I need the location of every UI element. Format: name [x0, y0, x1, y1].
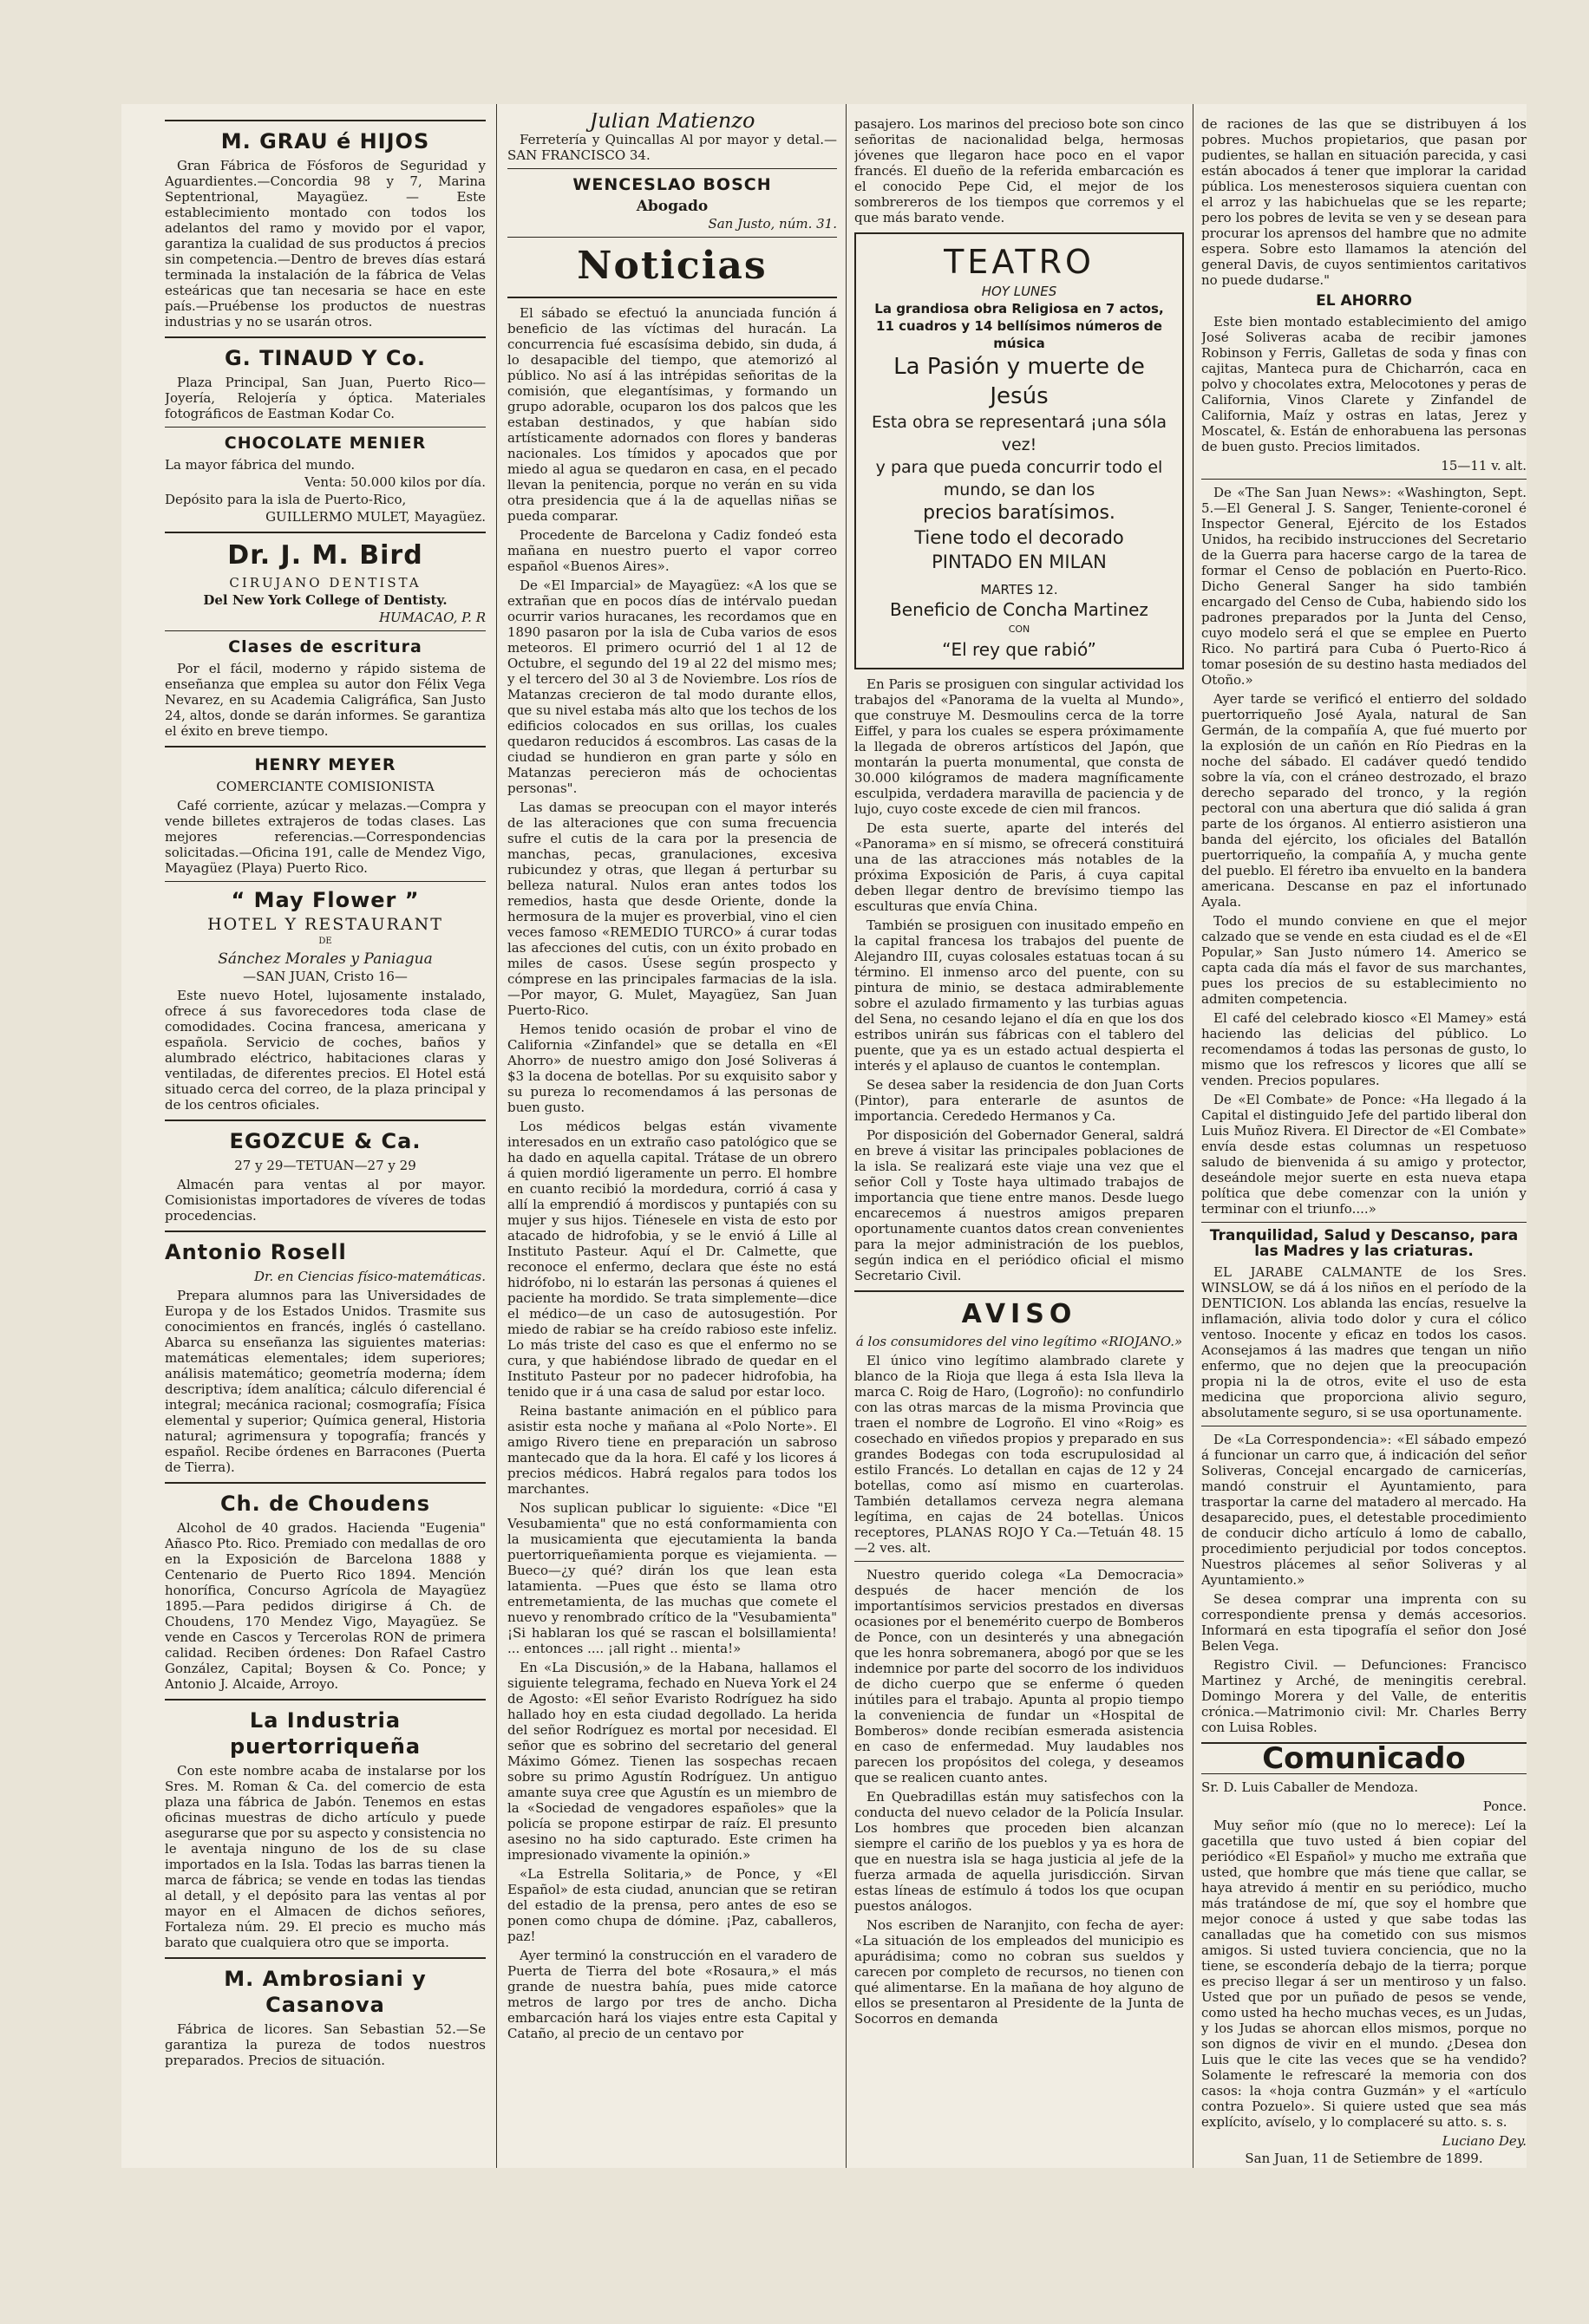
column-rule	[496, 104, 497, 2168]
teatro-l5: precios baratísimos.	[923, 502, 1115, 524]
news-item: De «El Combate» de Ponce: «Ha llegado á la Capital el distinguido Jefe del partido liberal don Luis Muñoz Rivera. El Director de «El Combate» envía desde estas columnas un respetuoso saludo de bienvenida á su amigo y protector, deseándole mejor suerte en esta nueva etapa política que debe comenzar con la unión y terminar con el triunfo....»	[1201, 1092, 1527, 1217]
ad-choudens-title: Ch. de Choudens	[219, 1492, 431, 1516]
divider	[1201, 479, 1527, 480]
news-item: El sábado se efectuó la anunciada función á beneficio de las víctimas del huracán. La concurrencia fué escasísima debido, sin duda, á lo desapacible del tiempo, que atemorizó al público. No así á las intrépidas señoritas de la comisión, que elegantísimas, y formando un grupo adorable, ocuparon los dos palcos que les estaban destinados, y que habían sido artísticamente adornados con flores y banderas nacionales. Los tímidos y apocados que por miedo al agua se quedaron en casa, en el pecado llevan la penitencia, porque no verán en su vida otra presidencia que á la de aquellas niñas se pueda comparar.	[507, 305, 837, 524]
teatro-l7: PINTADO EN MILAN	[932, 552, 1107, 572]
comunicado-date: San Juan, 11 de Setiembre de 1899.	[1245, 2151, 1483, 2166]
news-item: Ayer tarde se verificó el entierro del soldado puertorriqueño José Ayala, natural de San Germán, de la compañía A, que fué muerto por la explosión de un cañón en Río Piedras en la noche del sábado. El cadáver quedó tendido sobre la vía, con el cráneo destrozado, el brazo derecho separado del tronco, y la región pectoral con una abertura que dió salida á gran parte de los órganos. Al entierro asistieron una banda del ejército, los oficiales del Batallón puertorriqueño, la compañía A, y mucha gente del pueblo. El féretro iba envuelto en la bandera americana. Descanse en paz el infortunado Ayala.	[1201, 691, 1527, 910]
ad-grau-title: M. GRAU é HIJOS	[220, 129, 430, 153]
ad-industria-title: La Industria puertorriqueña	[229, 1708, 422, 1759]
ad-mayflower-body: Este nuevo Hotel, lujosamente instalado, ofrece á sus favorecedores toda clase de comodidades. Cocina francesa, americana y española. Servicio de coches, baños y alumbrado eléctrico, habitaciones claras y ventiladas, de diferentes precios. El Hotel está situado cerca del correo, de la plaza principal y de los centros oficiales.	[165, 988, 486, 1113]
ad-mayflower-title: “ May Flower ”	[231, 888, 420, 912]
news-item: En Paris se prosiguen con singular actividad los trabajos del «Panorama de la vuelta al Mundo», que construye M. Desmoulins cerca de la torre Eiffel, y para los cuales se espera próximamente la llegada de obreros artísticos del Japón, que montarán la puerta monumental, que consta de 30.000 kilógramos de madera magníficamente esculpida, verdadera maravilla de paciencia y de lujo, cuyo coste excede de cien mil francos.	[854, 676, 1184, 817]
teatro-l9: Beneficio de Concha Martinez	[890, 599, 1148, 620]
ad-bird-title: Dr. J. M. Bird	[227, 540, 423, 571]
divider	[854, 1290, 1184, 1292]
news-item: «La Estrella Solitaria,» de Ponce, y «El Español» de esta ciudad, anuncian que se retiran del estadio de la prensa, pero antes de eso se ponen como chupa de dómine. ¡Paz, caballeros, paz!	[507, 1866, 837, 1944]
ad-meyer-body: Café corriente, azúcar y melazas.—Compra y vende billetes extrajeros de todas clases. Las mejores referencias.—Correspondencias solicitadas.—Oficina 191, calle de Mendez Vigo, Mayagüez (Playa) Puerto Rico.	[165, 798, 486, 876]
ad-bird-l2: Del New York College of Dentisty.	[203, 592, 448, 608]
ad-bosch-l2: San Justo, núm. 31.	[708, 216, 837, 232]
ad-egozcue-body: Almacén para ventas al por mayor. Comisionistas importadores de víveres de todas procedencias.	[165, 1177, 486, 1224]
divider	[507, 168, 837, 169]
ad-tinaud-title: G. TINAUD Y Co.	[224, 346, 427, 370]
newspaper-page	[121, 104, 1527, 2168]
ad-grau-body: Gran Fábrica de Fósforos de Seguridad y Aguardientes.—Concordia 98 y 7, Marina Septentrional, Mayagüez. — Este establecimiento montado con todos los adelantos del ramo y movido por el vapor, garantiza la cualidad de sus productos á precios sin competencia.—Dentro de breves días estará terminada la instalación de la fábrica de Velas esteáricas que tan necesaria se hace en este país.—Pruébense los productos de nuestras industrias y no se usarán otros.	[165, 158, 486, 330]
divider	[165, 746, 486, 747]
news-item: También se prosiguen con inusitado empeño en la capital francesa los trabajos del puente de Alejandro III, cuyas colosales estatuas tocan á su término. El inmenso arco del puente, con su pintura de minio, se destaca admirablemente sobre el azulado firmamento y las turbias aguas del Sena, no cesando lejano el día en que los dos estribos unirán sus fábricas con el tablero del puente, que ya es un estado actual despierta el interés y el aplauso de cuantos le contemplan.	[854, 917, 1184, 1074]
news-item: Procedente de Barcelona y Cadiz fondeó esta mañana en nuestro puerto el vapor correo español «Buenos Aires».	[507, 527, 837, 574]
teatro-l3: Esta obra se representará ¡una sóla vez!	[871, 413, 1167, 454]
ad-matienzo-title: Julian Matienzo	[589, 113, 755, 133]
ad-ambrosiani-body: Fábrica de licores. San Sebastian 52.—Se garantiza la pureza de todos nuestros preparados. Precios de situación.	[165, 2021, 486, 2068]
ad-mayflower-l1: HOTEL Y RESTAURANT	[207, 915, 443, 934]
comunicado-place: Ponce.	[1482, 1798, 1527, 1814]
news-item: Reina bastante animación en el público para asistir esta noche y mañana al «Polo Norte». El amigo Rivero tiene en preparación un sabroso mantecado que da la hora. El café y los licores á precios médicos. Habrá regalos para todos los marchantes.	[507, 1403, 837, 1497]
teatro-ad	[854, 232, 1184, 669]
ad-escritura-body: Por el fácil, moderno y rápido sistema de enseñanza que emplea su autor don Félix Vega Nevarez, en su Academia Caligráfica, San Justo 24, altos, donde se darán informes. Se garantiza el éxito en breve tiempo.	[165, 661, 486, 739]
divider	[165, 427, 486, 428]
teatro-l6: Tiene todo el decorado	[914, 527, 1124, 548]
news-item: Se desea saber la residencia de don Juan Corts (Pintor), para enterarle de asuntos de importancia. Cerededo Hermanos y Ca.	[854, 1077, 1184, 1124]
news-item: Nos suplican publicar lo siguiente: «Dice "El Vesubamienta" que no está conformamienta con la musicamienta que ejecutamienta la banda puertorriqueñamienta porque es viejamienta. —Bueco—¿y qué? dirán los que lean esta latamienta. —Pues que ésto se llama otro entremetamienta, de las muchas que comete el nuevo y renombrado crítico de la "Vesubamienta" ¡Si hablaran los qué se rascan el bolsillamienta! ... entonces .... ¡all right .. mienta!»	[507, 1500, 837, 1656]
divider	[165, 532, 486, 533]
ad-bird-l3: HUMACAO, P. R	[378, 610, 486, 625]
divider	[165, 630, 486, 631]
news-item: En Quebradillas están muy satisfechos con la conducta del nuevo celador de la Policía Insular. Los hombres que proceden bien alcanzan siempre el cariño de los pueblos y ya es hora de que en nuestra isla se haga justicia al jefe de la fuerza armada de aquella jurisdicción. Sirvan estas líneas de estímulo á todos los que ocupan puestos análogos.	[854, 1789, 1184, 1914]
ahorro-tag: 15—11 v. alt.	[1441, 458, 1527, 473]
ad-rosell-body: Prepara alumnos para las Universidades de Europa y de los Estados Unidos. Trasmite sus conocimientos en francés, inglés ó castellano. Abarca su enseñanza las siguientes materias: matemáticas elementales; idem superiores; análisis matemático; geometría moderna; ídem descriptiva; ídem analítica; cálculo diferencial é integral; mecánica racional; cosmografía; Física elemental y superior; Química general, Historia natural; agrimensura y topografía; francés y español. Recibe órdenes en Barracones (Puerta de Tierra).	[165, 1288, 486, 1475]
news-item: De «La Correspondencia»: «El sábado empezó á funcionar un carro que, á indicación del señor Soliveras, Concejal encargado de carnicerías, mandó construir el Ayuntamiento, para trasportar la carne del matadero al mercado. Ha desaparecido, pues, el detestable procedimiento de conducir dicho artículo á lomo de caballo, procedimiento perjudicial por todos conceptos. Nuestros plácemes al señor Soliveras y al Ayuntamiento.»	[1201, 1432, 1527, 1588]
ad-tinaud-body: Plaza Principal, San Juan, Puerto Rico—Joyería, Relojería y óptica. Materiales fotográficos de Eastman Kodar Co.	[165, 375, 486, 421]
news-item: Hemos tenido ocasión de probar el vino de California «Zinfandel» que se detalla en «El Ahorro» de nuestro amigo don José Soliveras á $3 la docena de botellas. Por su exquisito sabor y su pureza lo recomendamos á las personas de buen gusto.	[507, 1022, 837, 1115]
ad-choudens-body: Alcohol de 40 grados. Hacienda "Eugenia" Añasco Pto. Rico. Premiado con medallas de oro en la Exposición de Barcelona 1888 y Centenario de Puerto Rico 1894. Mención honorífica, Concurso Agrícola de Mayagüez 1895.—Para pedidos dirigirse á Ch. de Choudens, 170 Mendez Vigo, Mayagüez. Se vende en Cascos y Tercerolas RON de primera calidad. Reciben órdenes: Don Rafael Castro González, Capital; Boysen & Co. Ponce; y Antonio J. Alcaide, Arroyo.	[165, 1520, 486, 1692]
news-item: El café del celebrado kiosco «El Mamey» está haciendo las delicias del público. Lo recomendamos á todas las personas de gusto, lo mismo que los refrescos y licores que allí se venden. Precios populares.	[1201, 1010, 1527, 1088]
comunicado-sign: Luciano Dey.	[1442, 2133, 1527, 2149]
news-item: pasajero. Los marinos del precioso bote son cinco señoritas de nacionalidad belga, hermosas jóvenes que llegaron hace poco en el vapor francés. El dueño de la referida embarcación es el conocido Pepe Cid, el mejor de los sombrereros de los tiempos que corremos y el que más barato vende.	[854, 116, 1184, 225]
teatro-day: HOY LUNES	[981, 284, 1057, 299]
column-rule	[846, 104, 847, 2168]
news-item: De «El Imparcial» de Mayagüez: «A los que se extrañan que en pocos días de intérvalo puedan ocurrir varios huracanes, les recordamos que en 1890 pasaron por la isla de Cuba varios de esos meteoros. El primero ocurrió del 1 al 12 de Octubre, el segundo del 19 al 22 del mismo mes; y el tercero del 30 al 3 de Noviembre. Los ríos de Matanzas crecieron de tal modo durante ellos, que su nivel estaba más alto que los techos de los edificios colocados en sus orillas, los cuales quedaron reducidos á escombros. Las casas de la ciudad se hundieron en gran parte y sólo en Matanzas perecieron más de ochocientas personas".	[507, 578, 837, 796]
ad-menier-l1: La mayor fábrica del mundo.	[165, 457, 356, 473]
column-3	[854, 113, 1184, 2168]
ad-industria-body: Con este nombre acaba de instalarse por los Sres. M. Roman & Ca. del comercio de esta plaza una fábrica de Jabón. Tenemos en estas oficinas muestras de dicho artículo y puede asegurarse que por su aspecto y consistencia no le aventaja ninguno de los de su clase importados en la Isla. Todas las barras tienen la marca de fábrica; se vende en todas las tiendas al detall, y el depósito para las ventas al por mayor en el Almacen de dichos señores, Fortaleza núm. 29. El precio es mucho más barato que cualquiera otro que se importa.	[165, 1763, 486, 1950]
divider	[1201, 1222, 1527, 1223]
aviso-sub: á los consumidores del vino legítimo «RIOJANO.»	[855, 1334, 1183, 1349]
noticias-heading: Noticias	[577, 244, 768, 288]
ad-meyer-l1: COMERCIANTE COMISIONISTA	[216, 779, 435, 794]
ad-escritura-title: Clases de escritura	[228, 637, 422, 656]
divider	[165, 1231, 486, 1232]
divider	[165, 1120, 486, 1121]
teatro-l4: y para que pueda concurrir todo el mundo, se dan los	[875, 458, 1163, 499]
news-item: De esta suerte, aparte del interés del «Panorama» en sí mismo, se ofrecerá constituirá una de las atracciones más notables de la próxima Exposición de Paris, á cuya capital deben llegar dentro de brevísimo tiempo las esculturas que envía China.	[854, 820, 1184, 914]
tranquilidad-body: EL JARABE CALMANTE de los Sres. WINSLOW, se dá á los niños en el período de la DENTICION. Los ablanda las encías, resuelve la inflamación, alivia todo dolor y cura el cólico ventoso. Inocente y eficaz en todos los casos. Aconsejamos á las madres que tengan un niño enfermo, que no dejen que la preocupación propia ni la de otros, evite el uso de esta medicina que proporciona alivio seguro, absolutamente seguro, si se usa oportunamente.	[1201, 1264, 1527, 1420]
ad-rosell-title: Antonio Rosell	[165, 1240, 347, 1264]
ahorro-body: Este bien montado establecimiento del amigo José Soliveras acaba de recibir jamones Robinson y Ferris, Galletas de soda y finas con cajitas, Manteca pura de Chicharrón, caca en polvo y chocolates extra, Melocotones y peras de California, Vinos Clarete y Zinfandel de California, Maíz y ostras en latas, Jerez y Moscatel, &. Están de enhorabuena las personas de buen gusto. Precios limitados.	[1201, 314, 1527, 454]
news-item: Registro Civil. — Defunciones: Francisco Martinez y Arché, de meningitis cerebral. Domingo Morera y del Valle, de enteritis crónica.—Matrimonio civil: Mr. Charles Berry con Luisa Robles.	[1201, 1657, 1527, 1735]
divider	[165, 1699, 486, 1701]
teatro-l8: MARTES 12.	[980, 582, 1058, 597]
ad-rosell-sub: Dr. en Ciencias físico-matemáticas.	[253, 1269, 486, 1284]
news-item: Todo el mundo conviene en que el mejor calzado que se vende en esta ciudad es el de «El Popular,» San Justo número 14. Americo se capta cada día más el favor de sus marchantes, pues los precios de su establecimiento no admiten competencia.	[1201, 913, 1527, 1007]
ad-matienzo-body: Ferretería y Quincallas Al por mayor y detal.—SAN FRANCISCO 34.	[507, 132, 837, 163]
divider	[507, 297, 837, 298]
ad-menier-l2: Venta: 50.000 kilos por día.	[304, 474, 486, 490]
teatro-l11: “El rey que rabió”	[942, 639, 1096, 660]
aviso-body: El único vino legítimo alambrado clarete y blanco de la Rioja que llega á esta Isla lleva la marca C. Roig de Haro, (Logroño): no confundirlo con las otras marcas de la misma Provincia que traen el nombre de Logroño. El vino «Roig» es cosechado en viñedos propios y preparado en sus grandes Bodegas con toda escrupulosidad al estilo Francés. Lo detallan en cajas de 12 y 24 botellas, como así mismo en cuarterolas. También detallamos cerveza negra alemana legítima, en cajas de 24 botellas. Únicos receptores, PLANAS ROJO Y Ca.—Tetuán 48. 15—2 ves. alt.	[854, 1353, 1184, 1556]
news-item: De «The San Juan News»: «Washington, Sept. 5.—El General J. S. Sanger, Teniente-coronel é Inspector General, Ejército de los Estados Unidos, ha recibido instrucciones del Secretario de la Guerra para hacerse cargo de la tarea de formar el Censo de población en Puerto-Rico. Dicho General Sanger ha sido también encargado del Censo de Cuba, habiendo sido los padrones preparados por la Junta del Censo, cuyo modelo será el que se emplee en Puerto Rico. No partirá para Cuba ó Puerto-Rico á tomar posesión de su destino hasta mediados del Otoño.»	[1201, 485, 1527, 688]
column-4	[1201, 113, 1527, 2168]
news-item: de raciones de las que se distribuyen á los pobres. Muchos propietarios, que pasan por pudientes, se hallan en situación parecida, y casi están abocados á tener que implorar la caridad pública. Los menesterosos siquiera cuentan con el arroz y las habichuelas que se les reparte; pero los pobres de levita se ven y se desean para procurar los aprensos del hambre que no admite espera. Sobre esto llamamos la atención del general Davis, de cuyos sentimientos caritativos no puede dudarse."	[1201, 116, 1527, 288]
news-item: Por disposición del Gobernador General, saldrá en breve á visitar las principales poblaciones de la isla. Se realizará este viaje una vez que el señor Coll y Toste haya ultimado trabajos de importancia que tiene entre manos. Desde luego encarecemos á nuestros amigos preparen oportunamente cuantos datos crean convenientes para la mejor administración de los pueblos, según indica en el periódico oficial el mismo Secretario Civil.	[854, 1127, 1184, 1283]
divider	[165, 336, 486, 338]
teatro-title: TEATRO	[944, 243, 1095, 281]
column-1	[165, 113, 486, 2168]
comunicado-body: Muy señor mío (que no lo merece): Leí la gacetilla que tuvo usted á bien copiar del periódico «El Español» y mucho me extraña que usted, que hombre que más tiene que callar, se haya atrevido á mentir en su periódico, mucho más tratándose de mí, que soy el hombre que mejor conoce á usted y que sabe todas las canalladas que ha cometido con sus mismos amigos. Si usted tuviera conciencia, que no la tiene, se escondería debajo de la tierra; porque es preciso llegar á ser un mentiroso y un falso. Usted que por un puñado de pesos se vende, como usted ha hecho muchas veces, es un Judas, y los Judas se ahorcan ellos mismos, porque no son dignos de vivir en el mundo. ¿Desea don Luis que le cite las veces que se ha vendido? Solamente le refrescaré la memoria con dos casos: la «hoja contra Guzmán» y el «artículo contra Pozuelo». Si quiere usted que sea más explícito, avíselo, y lo complaceré su atto. s. s.	[1201, 1818, 1527, 2130]
column-2	[507, 113, 837, 2168]
news-item: Ayer terminó la construcción en el varadero de Puerta de Tierra del bote «Rosaura,» el más grande de nuestra bahía, pues mide catorce metros de largo por tres de ancho. Dicha embarcación hará los viajes entre esta Capital y Cataño, al precio de un centavo por	[507, 1948, 837, 2041]
divider	[854, 1561, 1184, 1562]
news-item: Las damas se preocupan con el mayor interés de las alteraciones que con suma frecuencia sufre el cutis de la cara por la presencia de manchas, pecas, granulaciones, excesiva rubicundez y otras, que llegan á perturbar su belleza natural. Nulos eran antes todos los remedios, hasta que desde Oriente, donde la hermosura de la mujer es proverbial, vino el cien veces famoso «REMEDIO TURCO» á curar todas las afecciones del cutis, con un éxito probado en miles de casos. Úsese según prospecto y cómprese en las principales farmacias de la isla.—Por mayor, G. Mulet, Mayagüez, San Juan Puerto-Rico.	[507, 800, 837, 1018]
ad-egozcue-title: EGOZCUE & Ca.	[229, 1129, 422, 1153]
news-item: Los médicos belgas están vivamente interesados en un extraño caso patológico que se ha dado en aquella capital. Trátase de un obrero á quien mordió ligeramente un perro. El hombre en cuanto recibió la mordedura, corrió á casa y allí la emprendió á mordiscos y puntapiés con su mujer y sus hijos. Tiénesele en vista de esto por atacado de hidrofobia, y se le envió á Lille al Instituto Pasteur. Aquí el Dr. Calmette, que reconoce el enfermo, declara que éste no está hidrófobo, ni lo estarán las personas á quienes el paciente ha mordido. Se trata simplemente—dice el médico—de un caso de autosugestión. Por miedo de rabiar se ha creído rabioso este infeliz. Lo más triste del caso es que el enfermo no se cura, y que habiéndose librado de quedar en el Instituto Pasteur por no padecer hidrofobia, ha tenido que ir á una casa de salud por estar loco.	[507, 1119, 837, 1400]
news-item: Se desea comprar una imprenta con su correspondiente prensa y demás accesorios. Informará en esta tipografía el señor don José Belen Vega.	[1201, 1591, 1527, 1654]
ad-menier-title: CHOCOLATE MENIER	[224, 434, 427, 453]
comunicado-title: Comunicado	[1262, 1741, 1466, 1776]
ad-egozcue-l1: 27 y 29—TETUAN—27 y 29	[234, 1158, 416, 1173]
news-item: Nuestro querido colega «La Democracia» después de hacer mención de los importantísimos servicios prestados en diversas ocasiones por el benemérito cuerpo de Bomberos de Ponce, con un desinterés y una abnegación que les honra sobremanera, abogó por que se les indemnice por parte del socorro de los individuos de dicho cuerpo que se enferme ó queden inútiles para el trabajo. Apunta al propio tiempo la conveniencia de fundar un «Hospital de Bomberos» donde recibían esmerada asistencia en caso de enfermedad. Muy laudables nos parecen los propósitos del colega, y deseamos que se realicen cuanto antes.	[854, 1567, 1184, 1785]
ad-meyer-title: HENRY MEYER	[254, 755, 396, 774]
divider	[165, 1482, 486, 1484]
ad-menier-l4: GUILLERMO MULET, Mayagüez.	[265, 509, 486, 525]
divider	[507, 237, 837, 238]
ad-mayflower-l4: —SAN JUAN, Cristo 16—	[243, 969, 408, 984]
aviso-title: AVISO	[961, 1299, 1077, 1329]
teatro-l2: La Pasión y muerte de Jesús	[893, 354, 1145, 409]
ad-mayflower-l2: DE	[318, 937, 332, 946]
divider	[165, 881, 486, 882]
ad-menier-l3: Depósito para la isla de Puerto-Rico,	[165, 492, 407, 507]
ad-bird-l1: CIRUJANO DENTISTA	[229, 575, 422, 591]
teatro-l10: CON	[1008, 623, 1030, 635]
ad-bosch-l1: Abogado	[636, 198, 709, 215]
divider	[165, 1957, 486, 1959]
tranquilidad-title: Tranquilidad, Salud y Descanso, para las Madres y las criaturas.	[1209, 1227, 1519, 1260]
divider	[165, 120, 486, 121]
ahorro-title: EL AHORRO	[1316, 292, 1412, 310]
news-item: En «La Discusión,» de la Habana, hallamos el siguiente telegrama, fechado en Nueva York el 24 de Agosto: «El señor Evaristo Rodríguez ha sido hallado hoy en esta ciudad degollado. La herida del señor Rodríguez es mortal por necesidad. El señor que es sobrino del secretario del general Máximo Gómez. Tienen las sospechas recaen sobre su primo Agustín Rodríguez. Un antiguo amante suya cree que Agustín es un miembro de la «Sociedad de vengadores españoles» que la policía se propone estirpar de raíz. El presunto asesino no ha sido capturado. Este crimen ha impresionado vivamente la opinión.»	[507, 1660, 837, 1863]
comunicado-salute: Sr. D. Luis Caballer de Mendoza.	[1201, 1779, 1419, 1795]
ad-mayflower-l3: Sánchez Morales y Paniagua	[218, 950, 433, 968]
ad-ambrosiani-title: M. Ambrosiani y Casanova	[224, 1967, 427, 2017]
news-item: Nos escriben de Naranjito, con fecha de ayer: «La situación de los empleados del municipio es apurádisima; como no cobran sus sueldos y carecen por completo de recursos, no tienen con qué alimentarse. En la mañana de hoy alguno de ellos se presentaron al Presidente de la Junta de Socorros en demanda	[854, 1917, 1184, 2027]
teatro-l1: La grandiosa obra Religiosa en 7 actos, 11 cuadros y 14 bellísimos números de música	[874, 301, 1164, 351]
ad-bosch-title: WENCESLAO BOSCH	[572, 175, 772, 194]
